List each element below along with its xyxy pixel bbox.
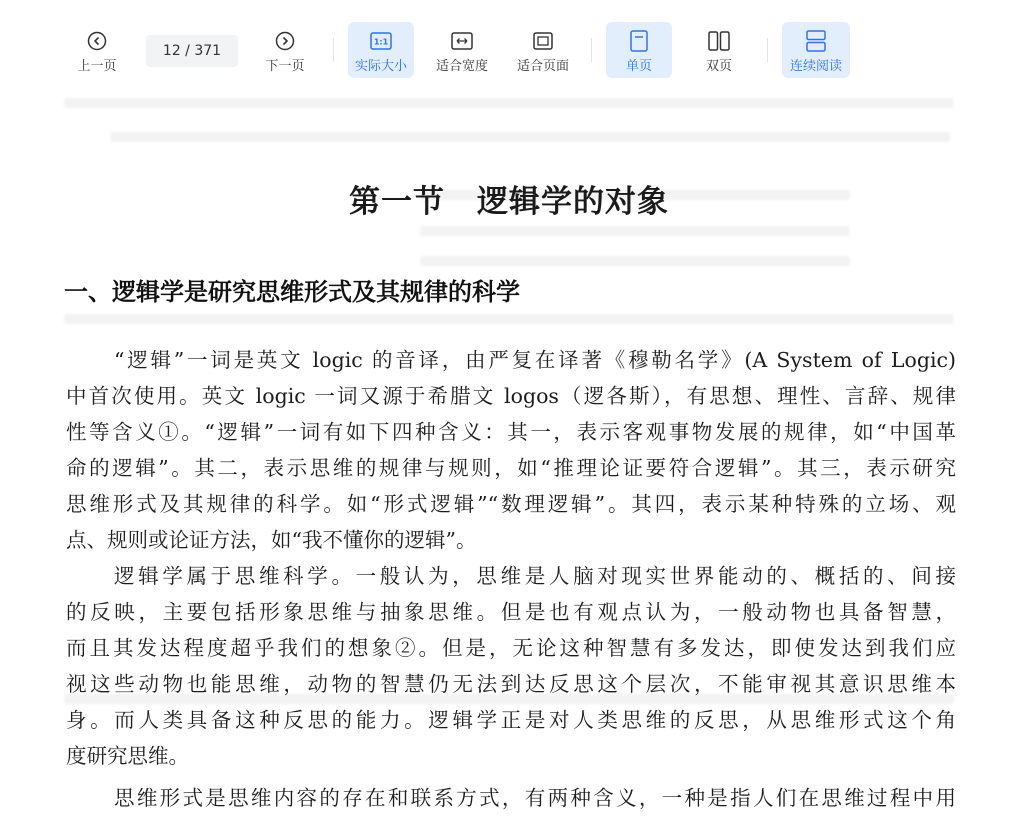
chevron-right-circle-icon <box>274 30 296 52</box>
fit-width-button[interactable] <box>428 22 496 78</box>
single-page-button[interactable] <box>606 22 672 78</box>
single-page-icon <box>628 30 650 52</box>
paragraph-line: 身。而人类具备这种反思的能力。逻辑学正是对人类思维的反思，从思维形式这个角 <box>66 708 956 732</box>
toolbar-divider <box>767 38 768 62</box>
subsection-title: 一、逻辑学是研究思维形式及其规律的科学 <box>64 278 520 306</box>
document-page[interactable] <box>0 86 984 810</box>
toolbar-divider <box>591 38 592 62</box>
paragraph-line: “逻辑”一词是英文 logic 的音译，由严复在译著《穆勒名学》(A System of Logic) <box>114 348 956 372</box>
svg-text:1:1: 1:1 <box>373 37 389 47</box>
double-page-icon <box>708 30 730 52</box>
toolbar-divider <box>333 38 334 62</box>
chevron-left-circle-icon <box>86 30 108 52</box>
prev-page-label: 上一页 <box>77 59 117 74</box>
page-number-indicator[interactable]: 12 / 371 <box>146 35 238 67</box>
fit-page-label: 适合页面 <box>516 59 569 74</box>
fit-page-icon <box>532 30 554 52</box>
single-page-label: 单页 <box>625 59 652 74</box>
paragraph-line: 的反映，主要包括形象思维与抽象思维。但是也有观点认为，一般动物也具备智慧， <box>66 600 956 624</box>
paragraph-line: 性等含义①。“逻辑”一词有如下四种含义：其一，表示客观事物发展的规律，如“中国革 <box>66 420 956 444</box>
section-title: 第一节 逻辑学的对象 <box>349 184 669 220</box>
actual-size-icon <box>370 30 392 52</box>
continuous-scroll-icon <box>805 30 827 52</box>
paragraph-line: 中首次使用。英文 logic 一词又源于希腊文 logos（逻各斯），有思想、理性、言辞、规律 <box>66 384 956 408</box>
continuous-reading-button[interactable] <box>782 22 850 78</box>
paragraph-line: 命的逻辑”。其二，表示思维的规律与规则，如“推理论证要符合逻辑”。其三，表示研究 <box>66 456 956 480</box>
prev-page-button[interactable] <box>64 22 130 78</box>
paragraph-line: 逻辑学属于思维科学。一般认为，思维是人脑对现实世界能动的、概括的、间接 <box>114 564 956 588</box>
bleed-through-shadow <box>420 226 850 236</box>
paragraph-line: 思维形式及其规律的科学。如“形式逻辑”“数理逻辑”。其四，表示某种特殊的立场、观 <box>66 492 956 516</box>
paragraph-line: 度研究思维。 <box>66 744 189 768</box>
next-page-button[interactable] <box>252 22 318 78</box>
reader-toolbar <box>0 0 984 86</box>
paragraph-line: 视这些动物也能思维，动物的智慧仍无法到达反思这个层次，不能审视其意识思维本 <box>66 672 956 696</box>
bleed-through-shadow <box>110 132 950 142</box>
fit-width-icon <box>451 30 473 52</box>
actual-size-label: 实际大小 <box>354 59 407 74</box>
paragraph-line: 点、规则或论证方法，如“我不懂你的逻辑”。 <box>66 528 477 552</box>
fit-width-label: 适合宽度 <box>435 59 488 74</box>
double-page-button[interactable] <box>686 22 752 78</box>
paragraph-line: 而且其发达程度超乎我们的想象②。但是，无论这种智慧有多发达，即使发达到我们应 <box>66 636 956 660</box>
fit-page-button[interactable] <box>509 22 577 78</box>
bleed-through-shadow <box>420 256 850 266</box>
bleed-through-shadow <box>64 314 954 324</box>
actual-size-button[interactable] <box>348 22 414 78</box>
bleed-through-shadow <box>64 98 954 108</box>
continuous-reading-label: 连续阅读 <box>789 59 842 74</box>
next-page-label: 下一页 <box>265 59 305 74</box>
paragraph-line-partial: 思维形式是思维内容的存在和联系方式，有两种含义，一种是指人们在思维过程中用 <box>114 786 956 810</box>
double-page-label: 双页 <box>705 59 732 74</box>
